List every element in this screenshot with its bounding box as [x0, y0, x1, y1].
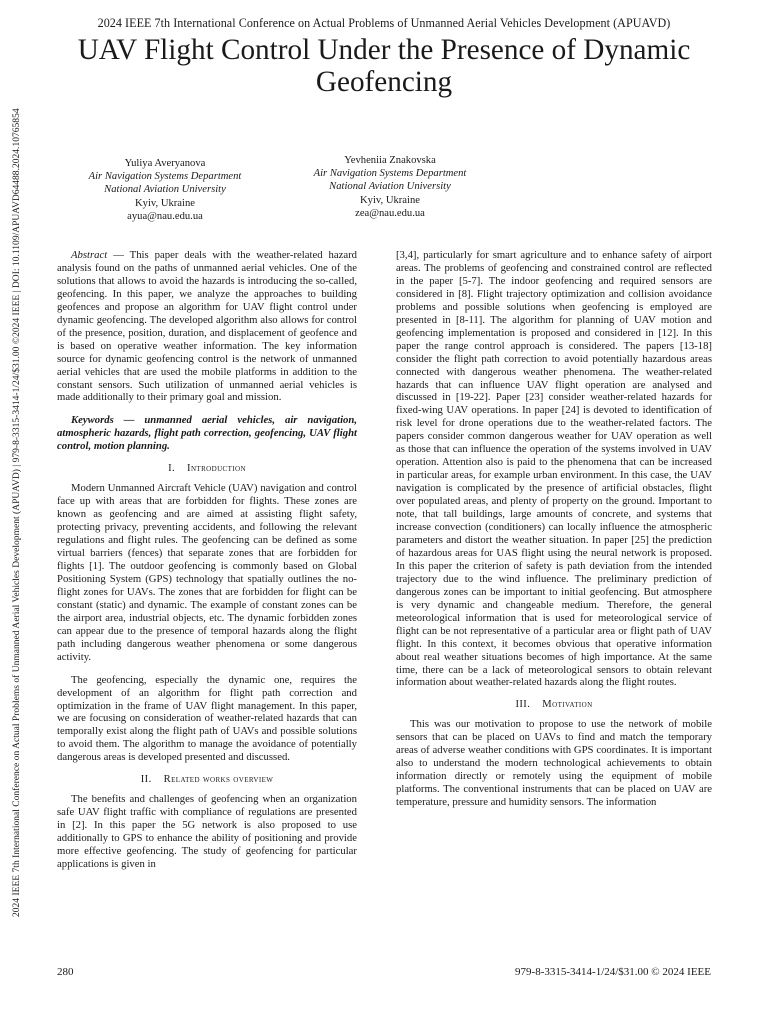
side-metadata-strip	[0, 0, 40, 1024]
author-university: National Aviation University	[329, 181, 451, 193]
keywords	[57, 414, 357, 453]
section-title: Introduction	[187, 463, 246, 475]
left-column	[57, 249, 357, 871]
author-city: Kyiv, Ukraine	[135, 197, 195, 209]
side-metadata-text: 2024 IEEE 7th International Conference on Actual Problems of Unmanned Aerial Vehicles Development (APUAVD) | 979-8-3315-3414-1/24/$31.00 ©2024 IEEE | DOI: 10.1109/APUAVD64488.2024.10765854	[12, 108, 22, 917]
section-number: II.	[140, 774, 152, 786]
right-column	[396, 249, 712, 809]
section-heading-introduction	[57, 463, 357, 476]
page-number: 280	[57, 966, 74, 978]
abstract-text: — This paper deals with the weather-related hazard analysis found on the paths of unmanned aerial vehicles. One of the solutions that allows to avoid the hazards is introducing the so-called, geofencing. In this paper, we analyze the approaches to building geofences and propose an algorithm for UAV flight control under dynamic geofencing. The developed algorithm also allows for control of the presence, position, duration, and displacement of geofence and is based on operative weather information. The key information source for dynamic geofencing control is the network of unmanned aerial vehicles that are used the mobile platforms in addition to the constant sensors. Such utilization of unmanned aerial vehicles is made additionally to their primary goal and mission.	[57, 249, 357, 404]
author-block-2	[282, 154, 498, 220]
author-name: Yuliya Averyanova	[124, 158, 206, 169]
author-department: Air Navigation Systems Department	[313, 168, 467, 180]
author-email: ayua@nau.edu.ua	[127, 210, 203, 222]
section-number: I.	[168, 463, 176, 475]
keywords-text: — unmanned aerial vehicles, air navigation, atmospheric hazards, flight path correction, geofencing, UAV flight control, motion planning.	[57, 414, 357, 453]
body-paragraph: This was our motivation to propose to use the network of mobile sensors that can be placed on UAVs to find and match the temporary areas of adverse weather conditions with GPS coordinates. It is important also to understand the modern technological achievements to obtain information directly or remotely using the equipment of mobile platforms. The conventional instruments that can be placed on UAV are temperature, pressure and humidity sensors. The information	[396, 718, 712, 809]
body-paragraph: The benefits and challenges of geofencing when an organization safe UAV flight traffic with compliance of regulations are presented in [2]. In this paper the 5G network is also proposed to use additionally to GPS to enhance the ability of positioning and provide more effective geofencing. The study of geofencing for particular applications is given in	[57, 793, 357, 870]
copyright-notice: 979-8-3315-3414-1/24/$31.00 © 2024 IEEE	[515, 966, 711, 978]
author-university: National Aviation University	[104, 184, 226, 196]
conference-header: 2024 IEEE 7th International Conference on Actual Problems of Unmanned Aerial Vehicles Development (APUAVD)	[97, 16, 671, 30]
section-heading-related-works	[57, 774, 357, 787]
section-title: Related works overview	[163, 774, 274, 786]
author-email: zea@nau.edu.ua	[355, 207, 425, 219]
section-title: Motivation	[542, 699, 593, 711]
section-heading-motivation	[396, 699, 712, 712]
keywords-label: Keywords	[71, 414, 114, 427]
abstract-label: Abstract	[71, 249, 108, 261]
body-paragraph: The geofencing, especially the dynamic one, requires the development of an algorithm for flight path correction and optimization in the frame of UAV flight management. In this paper, we are focusing on consideration of weather-related hazards that can temporally exist along the flight path of UAVs and possible solutions to avoid them. The algorithm to manage the avoidance of potentially dangerous areas is developed presented and discussed.	[57, 673, 357, 764]
paper-title: UAV Flight Control Under the Presence of Dynamic Geofencing	[77, 34, 691, 98]
author-city: Kyiv, Ukraine	[360, 194, 420, 206]
body-paragraph: Modern Unmanned Aircraft Vehicle (UAV) navigation and control face up with areas that are forbidden for flights. These zones are known as geofencing and are aimed at assisting flight safety, protecting privacy, preventing accidents, and following the relevant regulations and flight rules. The geofencing can be defined as some virtual barriers (fences) that separate zones that are forbidden for flights [1]. The outdoor geofencing is commonly based on Global Positioning System (GPS) technology that spatially outlines the no-flight zones for UAVs. The zones that are forbidden for flight can be constant (static) and dynamic. The example of constant zones can be the airport area, industrial objects, etc. The dynamic forbidden zones can appear due to the presence of temporal hazards along the flight path including dangerous weather phenomena or some dangerous activity.	[57, 482, 357, 663]
body-paragraph: [3,4], particularly for smart agriculture and to enhance safety of airport areas. The problems of geofencing and constrained control are reflected in the paper [5-7]. The indoor geofencing and required sensors are considered in [8]. Flight trajectory optimization and collision avoidance problems and possible solutions when geofencing is employed are presented in [8-11]. The algorithm for planning of UAV motion and geofencing implementation is proposed and considered in [12]. In this paper the range control approach is considered. The papers [13-18] consider the flight path correction to avoid potentially hazardous areas connected with dangerous weather phenomena. The weather-related hazards that can influence UAV flight operation are analysed and discussed in [19-22]. Paper [23] consider weather-related hazards for fixed-wing UAV operations. In paper [24] is devoted to identification of risk level for drone operations due to the weather-related factors. The papers consider common dangerous weather for UAV operation as well as those that can influence the operation of the systems involved in UAV operation. Attention also is paid to the phenomena that can be increased in particular areas, for example urban environment. In this case, the UAV navigation is complicated by the presence of artificial obstacles, flight over populated areas, and plenty of property on the ground. Important to note, that tall buildings, large amounts of concrete, and systems that increase convection (conditioners) can locally influence the atmospheric parameters and distort the weather situation. In paper [25] the prediction of hazardous areas for UAS flight using the neural network is proposed. In this paper the criterion of safety is path deviation from the intended trajectory due to the wind influence. The preliminary prediction of dangerous zones can be important to initial geofencing. But atmosphere is very dynamic and changeable medium. Therefore, the general meteorological information that is used for meteorological service of flight can be not representative of a particular area or flight path of UAV flight. In this context, it becomes obvious that operative information about real weather situations becomes of high importance. At the same time, there can be a lack of meteorological sensors to obtain relevant information about weather-related hazards along the flight routes.	[396, 249, 712, 689]
author-name: Yevheniia Znakovska	[344, 155, 436, 166]
author-department: Air Navigation Systems Department	[88, 171, 242, 183]
abstract	[57, 249, 357, 404]
author-block-1	[57, 157, 273, 223]
section-number: III.	[515, 699, 531, 711]
